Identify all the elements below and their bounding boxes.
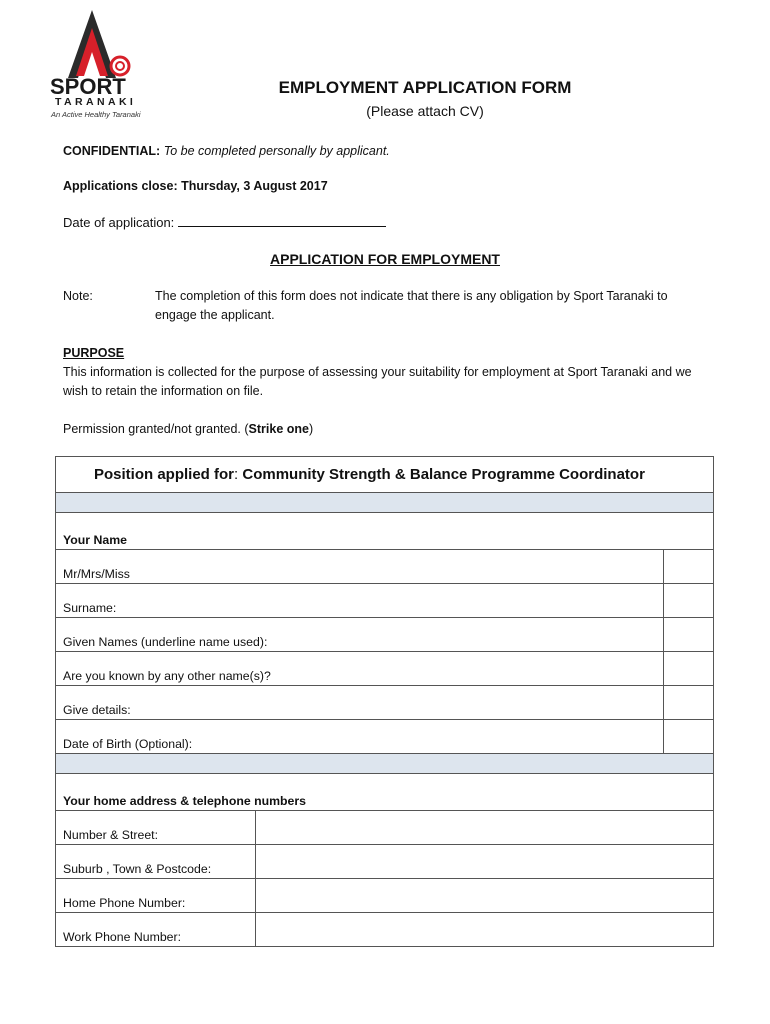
permission-line [63,420,713,439]
surname-input[interactable] [663,584,713,618]
shaded-divider [56,493,714,513]
field-label: Give details: [56,686,664,720]
purpose-heading: PURPOSE [63,346,125,360]
logo-brand: SPORT [50,74,126,99]
purpose-text: This information is collected for the purpose of assessing your suitability for employment at Sport Taranaki and we wish to retain the information on file. [63,365,692,398]
field-label: Given Names (underline name used): [56,618,664,652]
note-text: The completion of this form does not indicate that there is any obligation by Sport Taranaki to engage the applicant. [155,289,668,322]
page-title: EMPLOYMENT APPLICATION FORM [278,78,572,97]
field-label: Work Phone Number: [56,913,256,947]
your-name-heading: Your Name [56,513,714,550]
work-phone-input[interactable] [256,913,714,947]
confidential-label: CONFIDENTIAL: [63,144,161,158]
home-phone-input[interactable] [256,879,714,913]
application-form-table [55,456,714,947]
confidential-text: To be completed personally by applicant. [163,144,390,158]
given-names-input[interactable] [663,618,713,652]
date-of-birth-input[interactable] [663,720,713,754]
confidential-line [63,144,390,158]
field-label: Surname: [56,584,664,618]
date-label: Date of application: [63,215,175,230]
details-input[interactable] [663,686,713,720]
position-applied-row [56,457,714,493]
logo-region: TARANAKI [55,96,137,108]
field-label: Mr/Mrs/Miss [56,550,664,584]
logo-tagline: An Active Healthy Taranaki [51,110,141,119]
close-date: Thursday, 3 August 2017 [181,179,328,193]
field-label: Suburb , Town & Postcode: [56,845,256,879]
field-label: Date of Birth (Optional): [56,720,664,754]
position-value: Community Strength & Balance Programme Coordinator [242,466,645,483]
suburb-input[interactable] [256,845,714,879]
address-heading: Your home address & telephone numbers [56,774,714,811]
permission-text: Permission granted/not granted. ( [63,422,249,436]
field-label: Number & Street: [56,811,256,845]
position-colon: : [234,466,239,483]
page-subtitle: (Please attach CV) [366,103,484,119]
note-label: Note: [63,289,93,303]
date-of-application-line [63,214,386,230]
close-label: Applications close: [63,179,178,193]
applications-close-line [63,179,328,193]
other-names-input[interactable] [663,652,713,686]
section-title: APPLICATION FOR EMPLOYMENT [270,251,500,267]
field-label: Home Phone Number: [56,879,256,913]
permission-end: ) [308,422,314,436]
field-label: Are you known by any other name(s)? [56,652,664,686]
shaded-divider [56,754,714,774]
street-input[interactable] [256,811,714,845]
permission-strike-one: Strike one [248,422,309,436]
date-input-line[interactable] [178,214,386,227]
title-input[interactable] [663,550,713,584]
position-label: Position applied for [94,466,235,483]
